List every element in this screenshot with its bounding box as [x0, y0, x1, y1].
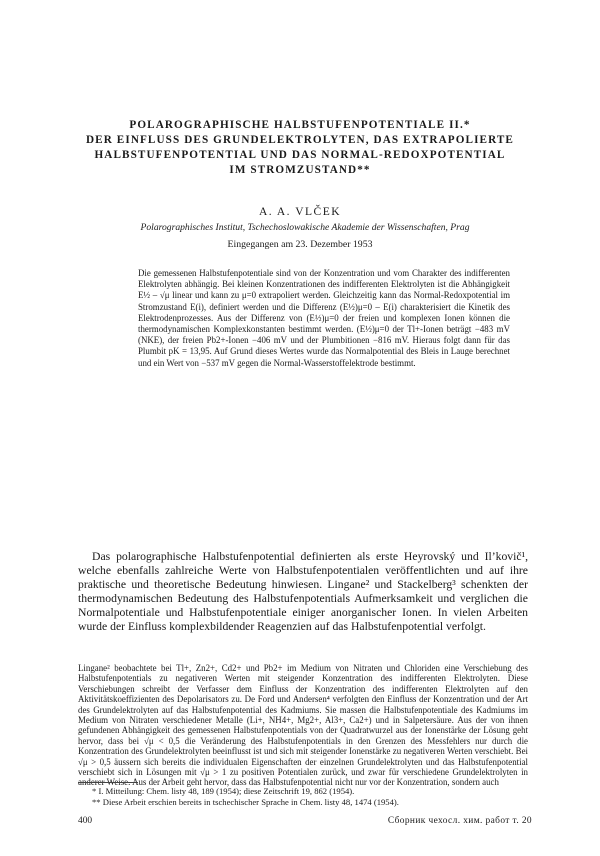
title-line: DER EINFLUSS DES GRUNDELEKTROLYTEN, DAS EXTRAPOLIERTE [85, 134, 514, 146]
title-line: HALBSTUFENPOTENTIAL UND DAS NORMAL-REDOXPOTENTIAL [94, 149, 506, 161]
intro-paragraph: Das polarographische Halbstufenpotential definierten als erste Heyrovský und Il’kovič¹, welche ebenfalls zahlreiche Werte von Halbstufenpotentialen veröffentlichten und auf ihre praktische und theoretische Bedeutung hinwiesen. Lingane² und Stackelberg³ schenkten der thermodynamischen Bedeutung des Halbstufenpotentials Aufmerksamkeit und verglichen die Normalpotentiale und Halbstufenpotentiale einiger anorganischer Ionen. In vielen Arbeiten wurde der Einfluss komplexbildender Reagenzien auf das Halbstufenpotential verfolgt. [78, 550, 528, 633]
body-text [78, 663, 528, 788]
footnote: ** Diese Arbeit erschien bereits in tschechischer Sprache in Chem. listy 48, 1474 (1954). [92, 796, 399, 807]
article-title [60, 118, 540, 178]
journal-name: Сборник чехосл. хим. работ т. 20 [387, 816, 532, 826]
abstract [138, 268, 510, 369]
footnote: * I. Mitteilung: Chem. listy 48, 189 (1954); diese Zeitschrift 19, 862 (1954). [92, 786, 355, 796]
received-date: Eingegangen am 23. Dezember 1953 [227, 239, 373, 250]
introduction [78, 550, 528, 633]
abstract-text: Die gemessenen Halbstufenpotentiale sind von der Konzentration und vom Charakter des indifferenten Elektrolyten abhängig. Bei kleinen Konzentrationen des indifferenten Elektrolyten ist die Abhängigkeit E½ – √μ linear und kann zu μ=0 extrapoliert werden. Gleichzeitig kann das Normal-Redoxpotential im Stromzustand E(i), definiert werden und die Differenz (E½)μ=0 – E(i) charakterisiert die Kinetik des Elektrodenprozesses. Aus der Differenz von (E½)μ=0 der freien und komplexen Ionen können die thermodynamischen Komplexkonstanten bestimmt werden. (E½)μ=0 der Tl+-Ionen beträgt −483 mV (NKE), der freien Pb2+-Ionen −406 mV und der Plumbitionen −816 mV. Hieraus folgt dann für das Plumbit pK = 13,95. Auf Grund dieses Wertes wurde das Normalpotential des Bleis in Lauge berechnet und ein Wert von −537 mV gegen die Normal-Wasserstoffelektrode bestimmt. [138, 268, 510, 368]
page-number: 400 [78, 816, 93, 826]
title-line: POLAROGRAPHISCHE HALBSTUFENPOTENTIALE II.* [129, 119, 471, 131]
title-line: IM STROMZUSTAND** [229, 164, 371, 176]
footnotes [92, 786, 522, 807]
author-affiliation: Polarographisches Institut, Tschechoslowakische Akademie der Wissenschaften, Prag [140, 222, 470, 233]
body-paragraph: Lingane² beobachtete bei Tl+, Zn2+, Cd2+ und Pb2+ im Medium von Nitraten und Chloriden eine Verschiebung des Halbstufenpotentials zu negativeren Werten mit steigender Konzentration des indifferenten Elektrolyten. Diese Verschiebungen schreibt der Verfasser dem Einfluss der Konzentration des indifferenten Elektrolyten auf den Aktivitätskoeffizienten des Depolarisators zu. De Ford und Andersen⁴ verfolgten den Einfluss der Konzentration und der Art des Grundelektrolyten auf das Halbstufenpotential des Kadmiums. Sie massen die Halbstufenpotentiale des Kadmiums im Medium von Nitraten verschiedener Metalle (Li+, NH4+, Mg2+, Al3+, Ca2+) und in Salpetersäure. Aus der von ihnen gefundenen Abhängigkeit des gemessenen Halbstufenpotentials von der Quadratwurzel aus der Ionenstärke der Lösung geht hervor, dass bei √μ < 0,5 die Veränderung des Halbstufenpotentials in den Grenzen des Messfehlers nur durch die Konzentration des Grundelektrolyten beeinflusst ist und sich mit steigender Ionenstärke zu negativeren Werten verschiebt. Bei √μ > 0,5 äussern sich bereits die individualen Eigenschaften der einzelnen Grundelektrolyten und das Halbstufenpotential verschiebt sich in Lösungen mit √μ > 1 zu positiven Potentialen zurück, und zwar für verschiedene Grundelektrolyten in anderer Weise. Aus der Arbeit geht hervor, dass das Halbstufenpotential nicht nur vor der Konzentration, sondern auch [78, 663, 528, 788]
author-name: A. A. VLČEK [258, 206, 342, 218]
footnote-rule [78, 782, 138, 783]
